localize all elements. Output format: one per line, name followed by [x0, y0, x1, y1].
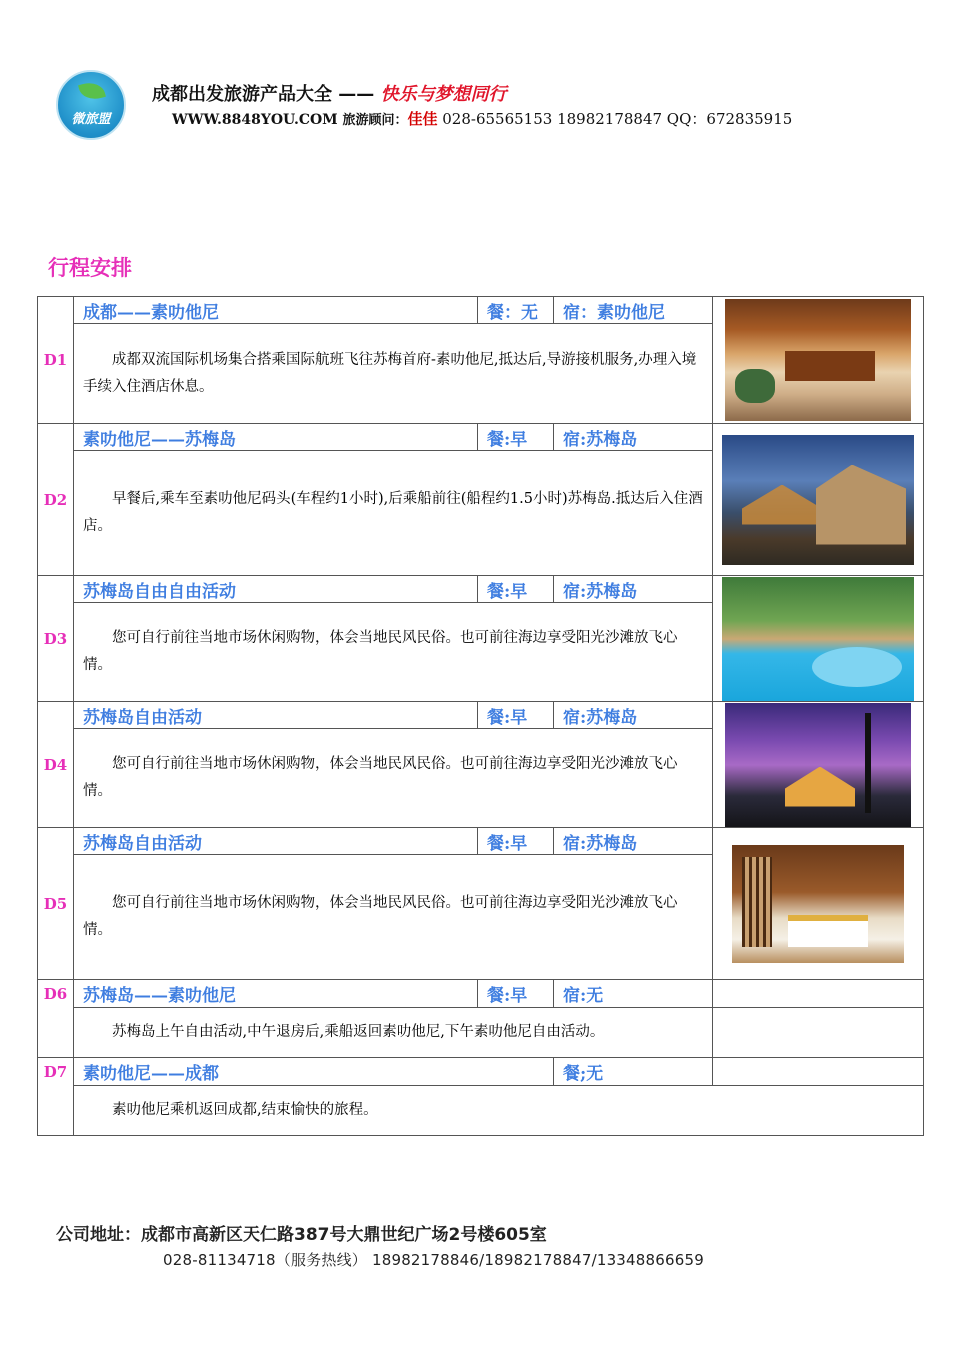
meal: 餐:早 — [478, 424, 554, 451]
route: 苏梅岛自由自由活动 — [74, 576, 478, 603]
empty-cell — [713, 980, 924, 1008]
resort-night-photo — [725, 703, 911, 827]
page-header — [56, 70, 936, 140]
day-description: 素叻他尼乘机返回成都,结束愉快的旅程。 — [74, 1086, 924, 1136]
stay: 宿:无 — [554, 980, 713, 1008]
company-address: 成都市高新区天仁路387号大鼎世纪广场2号楼605室 — [141, 1225, 547, 1245]
meal: 餐：无 — [478, 297, 554, 324]
website-link[interactable]: WWW.8848YOU.COM — [172, 112, 338, 128]
day-label: D6 — [38, 980, 74, 1058]
day-description: 苏梅岛上午自由活动,中午退房后,乘船返回素叻他尼,下午素叻他尼自由活动。 — [74, 1008, 713, 1058]
photo-cell — [713, 576, 924, 702]
hotel-bedroom-photo — [732, 845, 904, 963]
brand-contact-line — [172, 108, 792, 129]
section-title: 行程安排 — [48, 256, 132, 280]
day-description: 您可自行前往当地市场休闲购物，体会当地民风民俗。也可前往海边享受阳光沙滩放飞心情。 — [74, 855, 713, 980]
day-label: D1 — [38, 297, 74, 424]
photo-cell — [713, 297, 924, 424]
day-description: 您可自行前往当地市场休闲购物，体会当地民风民俗。也可前往海边享受阳光沙滩放飞心情。 — [74, 603, 713, 702]
brand-title-line — [152, 80, 507, 106]
meal: 餐:早 — [478, 702, 554, 729]
meal: 餐;无 — [554, 1058, 713, 1086]
route: 苏梅岛——素叻他尼 — [74, 980, 478, 1008]
logo-text: 微旅盟 — [71, 112, 111, 127]
itinerary-day-6-header — [38, 980, 924, 1008]
brand-title: 成都出发旅游产品大全 —— — [152, 84, 375, 105]
route: 素叻他尼——成都 — [74, 1058, 554, 1086]
itinerary-day-7-header — [38, 1058, 924, 1086]
photo-cell — [713, 702, 924, 828]
page-footer — [56, 1220, 936, 1270]
day-description: 早餐后,乘车至素叻他尼码头(车程约1小时),后乘船前往(船程约1.5小时)苏梅岛.抵达后入住酒店。 — [74, 451, 713, 576]
itinerary-table — [37, 296, 924, 1136]
advisor-contact: 028-65565153 18982178847 QQ：672835915 — [442, 110, 793, 128]
itinerary-day-6-body — [38, 1008, 924, 1058]
day-label: D7 — [38, 1058, 74, 1136]
day-label: D4 — [38, 702, 74, 828]
stay: 宿：素叻他尼 — [554, 297, 713, 324]
brand-logo — [56, 70, 126, 140]
route: 苏梅岛自由活动 — [74, 828, 478, 855]
meal: 餐:早 — [478, 576, 554, 603]
stay: 宿:苏梅岛 — [554, 576, 713, 603]
resort-pool-photo — [722, 577, 914, 701]
route: 成都——素叻他尼 — [74, 297, 478, 324]
route: 素叻他尼——苏梅岛 — [74, 424, 478, 451]
brand-slogan: 快乐与梦想同行 — [380, 84, 507, 105]
day-description: 您可自行前往当地市场休闲购物，体会当地民风民俗。也可前往海边享受阳光沙滩放飞心情。 — [74, 729, 713, 828]
stay: 宿:苏梅岛 — [554, 702, 713, 729]
itinerary-day-1-header — [38, 297, 924, 324]
photo-cell — [713, 424, 924, 576]
service-phones: 028-81134718（服务热线） 18982178846/18982178847/13348866659 — [163, 1251, 705, 1269]
advisor-label: 旅游顾问： — [342, 113, 408, 128]
itinerary-day-3-header — [38, 576, 924, 603]
resort-entrance-photo — [722, 435, 914, 565]
photo-cell — [713, 828, 924, 980]
stay: 宿:苏梅岛 — [554, 828, 713, 855]
day-label: D5 — [38, 828, 74, 980]
itinerary-day-2-header — [38, 424, 924, 451]
itinerary-day-7-body — [38, 1086, 924, 1136]
day-label: D2 — [38, 424, 74, 576]
day-description: 成都双流国际机场集合搭乘国际航班飞往苏梅首府-素叻他尼,抵达后,导游接机服务,办理入境手续入住酒店休息。 — [74, 324, 713, 424]
meal: 餐:早 — [478, 828, 554, 855]
meal: 餐:早 — [478, 980, 554, 1008]
advisor-name: 佳佳 — [407, 110, 438, 128]
day-label: D3 — [38, 576, 74, 702]
empty-cell — [713, 1058, 924, 1086]
hotel-lobby-photo — [725, 299, 911, 421]
route: 苏梅岛自由活动 — [74, 702, 478, 729]
stay: 宿:苏梅岛 — [554, 424, 713, 451]
itinerary-day-5-header — [38, 828, 924, 855]
empty-cell — [713, 1008, 924, 1058]
address-label: 公司地址： — [56, 1225, 141, 1245]
itinerary-day-4-header — [38, 702, 924, 729]
leaf-icon — [78, 79, 106, 103]
